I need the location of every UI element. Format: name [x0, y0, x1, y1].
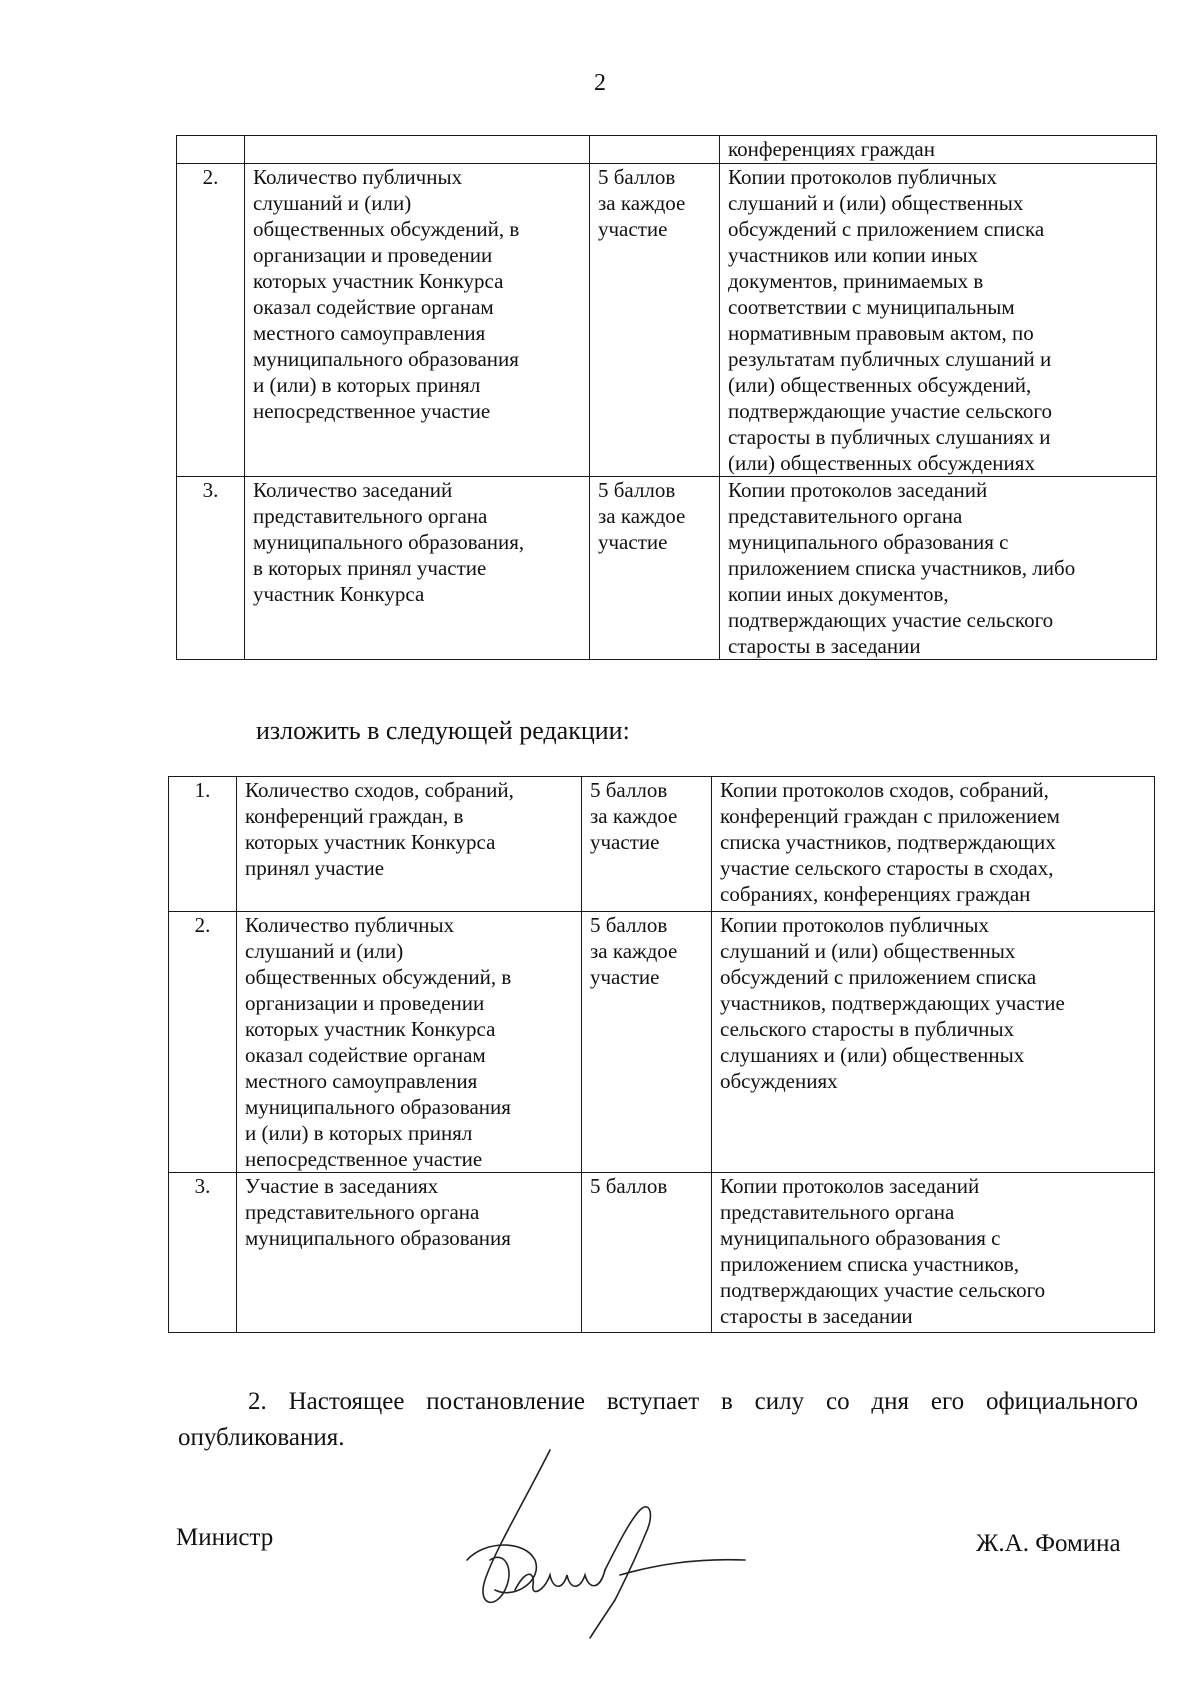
- cell-line: участник Конкурса: [253, 582, 425, 606]
- criterion-cell: [245, 164, 590, 477]
- cell-line: нормативным правовым актом, по: [728, 321, 1034, 345]
- documents-cell: [712, 777, 1155, 912]
- cell-line: старосты в заседании: [720, 1304, 913, 1328]
- cell-line: общественных обсуждений, в: [245, 965, 512, 989]
- cell-line: Количество сходов, собраний,: [245, 778, 514, 802]
- signatory-title: Министр: [176, 1524, 274, 1551]
- cell-line: представительного органа: [253, 504, 488, 528]
- cell-line: которых участник Конкурса: [245, 1017, 496, 1041]
- cell-line: 5 баллов: [598, 165, 676, 189]
- paragraph-line-2: опубликования.: [178, 1424, 345, 1451]
- criteria-table-old: [176, 135, 1157, 660]
- table-row: [177, 477, 1157, 660]
- cell-line: (или) общественных обсуждениях: [728, 451, 1035, 475]
- table-row: [169, 777, 1155, 912]
- cell-line: подтверждающих участие сельского: [720, 1278, 1046, 1302]
- cell-line: слушаний и (или): [253, 191, 412, 215]
- cell-line: муниципального образования с: [728, 530, 1009, 554]
- cell-line: Количество заседаний: [253, 478, 453, 502]
- cell-line: результатам публичных слушаний и: [728, 347, 1052, 371]
- cell-line: 5 баллов: [598, 478, 676, 502]
- cell-line: Копии протоколов публичных: [720, 913, 990, 937]
- paragraph-line-1: 2. Настоящее постановление вступает в силу со дня его официального: [248, 1388, 1138, 1415]
- cell-line: документов, принимаемых в: [728, 269, 984, 293]
- cell-line: конференциях граждан: [728, 137, 935, 161]
- cell-line: (или) общественных обсуждений,: [728, 373, 1032, 397]
- cell-line: муниципального образования: [253, 347, 519, 371]
- cell-line: 5 баллов: [590, 778, 668, 802]
- cell-line: приложением списка участников,: [720, 1252, 1020, 1276]
- cell-line: списка участников, подтверждающих: [720, 830, 1056, 854]
- cell-line: старосты в публичных слушаниях и: [728, 425, 1051, 449]
- table-row: [177, 136, 1157, 164]
- points-cell: [582, 1173, 712, 1333]
- documents-cell: [720, 164, 1157, 477]
- cell-line: слушаниях и (или) общественных: [720, 1043, 1025, 1067]
- intro-text: изложить в следующей редакции:: [256, 716, 630, 745]
- cell-line: Количество публичных: [253, 165, 463, 189]
- points-cell: [582, 912, 712, 1173]
- cell-line: 5 баллов: [590, 913, 668, 937]
- cell-line: копии иных документов,: [728, 582, 949, 606]
- cell-line: слушаний и (или) общественных: [728, 191, 1024, 215]
- cell-line: сельского старосты в публичных: [720, 1017, 1015, 1041]
- cell-line: которых участник Конкурса: [253, 269, 504, 293]
- cell-line: участников или копии иных: [728, 243, 979, 267]
- cell-line: представительного органа: [720, 1200, 955, 1224]
- cell-line: муниципального образования,: [253, 530, 525, 554]
- cell-line: муниципального образования: [245, 1226, 511, 1250]
- cell-line: за каждое: [598, 191, 686, 215]
- handwritten-signature: [455, 1440, 755, 1640]
- cell-line: муниципального образования с: [720, 1226, 1001, 1250]
- cell-line: представительного органа: [245, 1200, 480, 1224]
- criterion-cell: [237, 912, 582, 1173]
- documents-cell: [720, 477, 1157, 660]
- cell-line: участие: [590, 965, 660, 989]
- cell-line: конференций граждан с приложением: [720, 804, 1060, 828]
- cell-line: участие: [590, 830, 660, 854]
- cell-line: обсуждениях: [720, 1069, 838, 1093]
- cell-line: участие: [598, 530, 668, 554]
- cell-line: за каждое: [590, 804, 678, 828]
- cell-line: старосты в заседании: [728, 634, 921, 658]
- row-number-cell: 3.: [169, 1173, 237, 1333]
- documents-cell: [720, 136, 1157, 164]
- cell-line: конференций граждан, в: [245, 804, 464, 828]
- cell-line: Копии протоколов публичных: [728, 165, 998, 189]
- row-number-cell: 1.: [169, 777, 237, 912]
- cell-line: подтверждающие участие сельского: [728, 399, 1052, 423]
- cell-line: оказал содействие органам: [253, 295, 494, 319]
- cell-line: участие: [598, 217, 668, 241]
- table-row: [169, 1173, 1155, 1333]
- criterion-cell: [237, 1173, 582, 1333]
- row-number-cell: 3.: [177, 477, 245, 660]
- points-cell: [590, 164, 720, 477]
- cell-line: и (или) в которых принял: [253, 373, 481, 397]
- cell-line: собраниях, конференциях граждан: [720, 882, 1031, 906]
- cell-line: Копии протоколов заседаний: [728, 478, 988, 502]
- criterion-cell: [237, 777, 582, 912]
- cell-line: Количество публичных: [245, 913, 455, 937]
- cell-line: в которых принял участие: [253, 556, 487, 580]
- cell-line: участие сельского старосты в сходах,: [720, 856, 1054, 880]
- cell-line: 5 баллов: [590, 1174, 668, 1198]
- cell-line: Копии протоколов сходов, собраний,: [720, 778, 1049, 802]
- points-cell: [582, 777, 712, 912]
- cell-line: которых участник Конкурса: [245, 830, 496, 854]
- cell-line: представительного органа: [728, 504, 963, 528]
- cell-line: обсуждений с приложением списка: [720, 965, 1037, 989]
- cell-line: муниципального образования: [245, 1095, 511, 1119]
- cell-line: местного самоуправления: [245, 1069, 478, 1093]
- points-cell: [590, 136, 720, 164]
- cell-line: непосредственное участие: [245, 1147, 483, 1171]
- criterion-cell: [245, 136, 590, 164]
- row-number-cell: 2.: [169, 912, 237, 1173]
- cell-line: за каждое: [590, 939, 678, 963]
- cell-line: принял участие: [245, 856, 385, 880]
- table-row: [177, 164, 1157, 477]
- cell-line: обсуждений с приложением списка: [728, 217, 1045, 241]
- cell-line: организации и проведении: [253, 243, 493, 267]
- row-number-cell: [177, 136, 245, 164]
- points-cell: [590, 477, 720, 660]
- signatory-name: Ж.А. Фомина: [976, 1530, 1121, 1557]
- table-row: [169, 912, 1155, 1173]
- cell-line: и (или) в которых принял: [245, 1121, 473, 1145]
- cell-line: Участие в заседаниях: [245, 1174, 439, 1198]
- cell-line: соответствии с муниципальным: [728, 295, 1015, 319]
- cell-line: оказал содействие органам: [245, 1043, 486, 1067]
- criteria-table-new: [168, 776, 1155, 1333]
- cell-line: общественных обсуждений, в: [253, 217, 520, 241]
- cell-line: организации и проведении: [245, 991, 485, 1015]
- documents-cell: [712, 1173, 1155, 1333]
- cell-line: непосредственное участие: [253, 399, 491, 423]
- cell-line: участников, подтверждающих участие: [720, 991, 1065, 1015]
- cell-line: слушаний и (или) общественных: [720, 939, 1016, 963]
- cell-line: слушаний и (или): [245, 939, 404, 963]
- page-number: 2: [594, 70, 606, 96]
- cell-line: местного самоуправления: [253, 321, 486, 345]
- criterion-cell: [245, 477, 590, 660]
- cell-line: Копии протоколов заседаний: [720, 1174, 980, 1198]
- cell-line: приложением списка участников, либо: [728, 556, 1076, 580]
- cell-line: подтверждающих участие сельского: [728, 608, 1054, 632]
- documents-cell: [712, 912, 1155, 1173]
- cell-line: за каждое: [598, 504, 686, 528]
- row-number-cell: 2.: [177, 164, 245, 477]
